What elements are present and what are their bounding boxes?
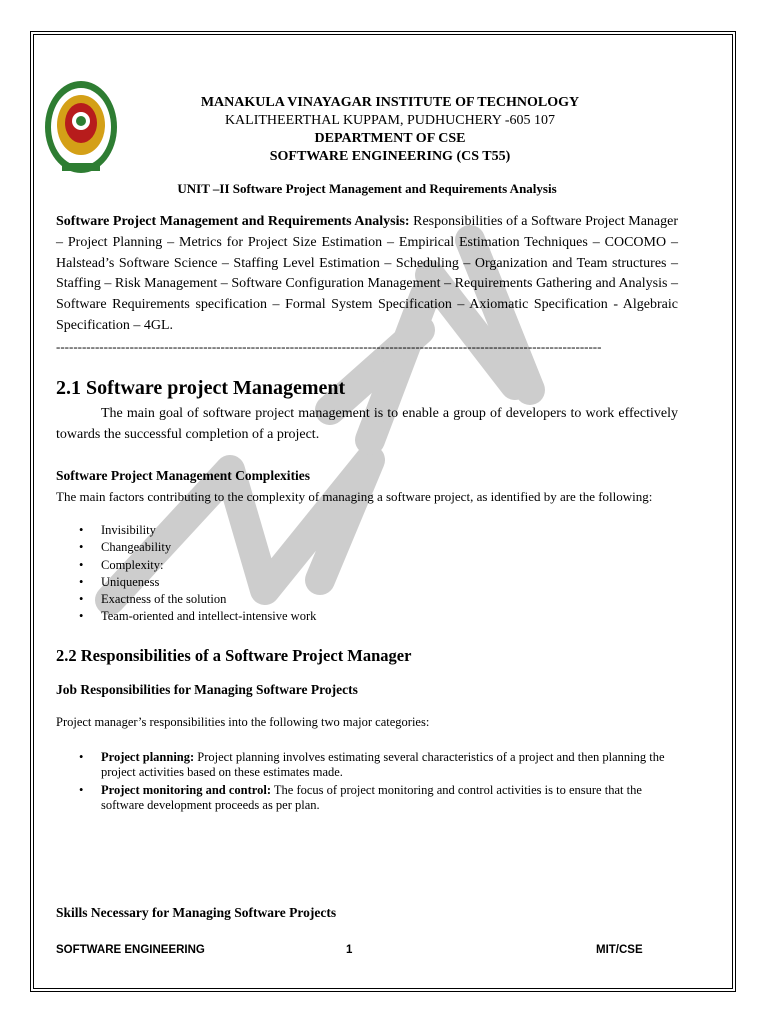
job-responsibilities-heading: Job Responsibilities for Managing Software Projects [56, 682, 358, 697]
list-item: • Changeability [56, 539, 316, 556]
list-item [56, 750, 678, 780]
list-item: • Invisibility [56, 522, 316, 539]
footer-left: SOFTWARE ENGINEERING [56, 944, 205, 956]
institute-address: KALITHEERTHAL KUPPAM, PUDHUCHERY -605 107 [224, 113, 556, 128]
section-2-2-title: 2.2 Responsibilities of a Software Project Manager [56, 646, 412, 665]
complexities-list [56, 522, 316, 626]
unit-title: UNIT –II Software Project Management and Requirements Analysis [177, 181, 557, 196]
footer-right: MIT/CSE [596, 944, 643, 956]
responsibilities-list [56, 750, 678, 816]
item-term: Project monitoring and control: [101, 783, 272, 797]
institute-name: MANAKULA VINAYAGAR INSTITUTE OF TECHNOLOGY [200, 95, 580, 110]
list-item: • Team-oriented and intellect-intensive work [56, 608, 316, 625]
skills-heading: Skills Necessary for Managing Software Projects [56, 905, 337, 920]
item-text: Project planning involves estimating several characteristics of a project and then planning the project activities based on these estimates made. [101, 750, 665, 779]
course-name: SOFTWARE ENGINEERING (CS T55) [269, 149, 511, 164]
list-item: • Exactness of the solution [56, 591, 316, 608]
item-term: Project planning: [101, 750, 195, 764]
list-item: • Uniqueness [56, 574, 316, 591]
divider-line: ------------------------------------------------------------------------------------------------------------------------------ [56, 339, 602, 354]
list-item: • Complexity: [56, 557, 316, 574]
department-name: DEPARTMENT OF CSE [314, 131, 466, 146]
job-responsibilities-intro: Project manager’s responsibilities into the following two major categories: [56, 715, 430, 729]
syllabus-text: Responsibilities of a Software Project Manager – Project Planning – Metrics for Project Size Estimation – Empirical Estimation Techniques – COCOMO – Halstead’s Software Science – Staffing Level Estimation – Scheduling – Organization and Team structures – Staffing – Risk Management – Software Configuration Management – Requirements Gathering and Analysis – Software Requirements specification – Formal System Specification – Axiomatic Specification - Algebraic Specification – 4GL. [56, 214, 678, 333]
list-item [56, 783, 678, 813]
complexities-heading: Software Project Management Complexities [56, 468, 311, 483]
syllabus-paragraph [56, 212, 678, 337]
footer-page-number: 1 [346, 944, 353, 956]
section-2-1-intro: The main goal of software project management is to enable a group of developers to work effectively towards the successful completion of a project. [56, 406, 678, 442]
section-2-1-title: 2.1 Software project Management [56, 377, 346, 399]
syllabus-lead: Software Project Management and Requirements Analysis: [56, 214, 410, 229]
complexities-intro: The main factors contributing to the complexity of managing a software project, as identified by are the following: [56, 489, 653, 504]
item-text: The focus of project monitoring and control activities is to ensure that the software development proceeds as per plan. [101, 783, 642, 812]
